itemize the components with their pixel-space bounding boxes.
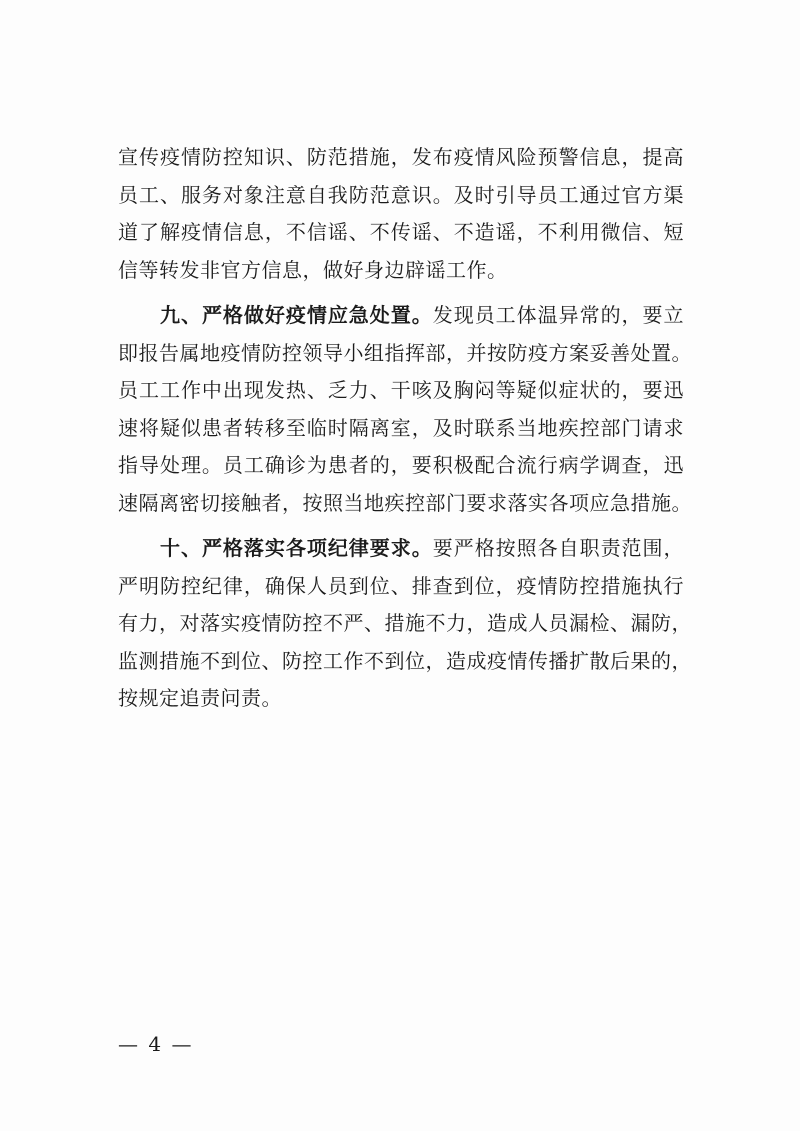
text-line	[118, 530, 684, 568]
paragraph-10	[118, 530, 692, 718]
text-line	[118, 297, 684, 335]
paragraph-9	[118, 297, 692, 522]
paragraph-8	[118, 139, 684, 289]
text-line: 宣传疫情防控知识、防范措施，发布疫情风险预警信息，提高	[118, 145, 684, 169]
text-line: 信等转发非官方信息，做好身边辟谣工作。	[118, 257, 508, 282]
text-line: 有力，对落实疫情防控不严、措施不力，造成人员漏检、漏防，	[118, 611, 692, 635]
text-line: 速将疑似患者转移至临时隔离室，及时联系当地疾控部门请求	[118, 415, 684, 440]
section-heading: 九、严格做好疫情应急处置。	[160, 303, 433, 327]
text-line: 道了解疫情信息，不信谣、不传谣、不造谣，不利用微信、短	[118, 220, 684, 244]
text-line: 监测措施不到位、防控工作不到位，造成疫情传播扩散后果的，	[118, 648, 692, 673]
page-number: — 4 —	[118, 1032, 194, 1056]
text-line: 指导处理。员工确诊为患者的，要积极配合流行病学调查，迅	[118, 453, 684, 477]
text-line: 即报告属地疫情防控领导小组指挥部，并按防疫方案妥善处置。	[118, 340, 692, 365]
text-line: 速隔离密切接触者，按照当地疾控部门要求落实各项应急措施。	[118, 490, 692, 515]
text-line: 员工、服务对象注意自我防范意识。及时引导员工通过官方渠	[118, 182, 684, 207]
text-run: 发现员工体温异常的，要立	[432, 303, 685, 327]
text-line: 严明防控纪律，确保人员到位、排查到位，疫情防控措施执行	[118, 573, 684, 598]
text-run: 要严格按照各自职责范围，	[432, 536, 685, 560]
text-line: 按规定追责问责。	[118, 686, 282, 710]
document-body	[118, 139, 692, 718]
text-line: 员工工作中出现发热、乏力、干咳及胸闷等疑似症状的，要迅	[118, 378, 684, 402]
section-heading: 十、严格落实各项纪律要求。	[160, 536, 433, 560]
